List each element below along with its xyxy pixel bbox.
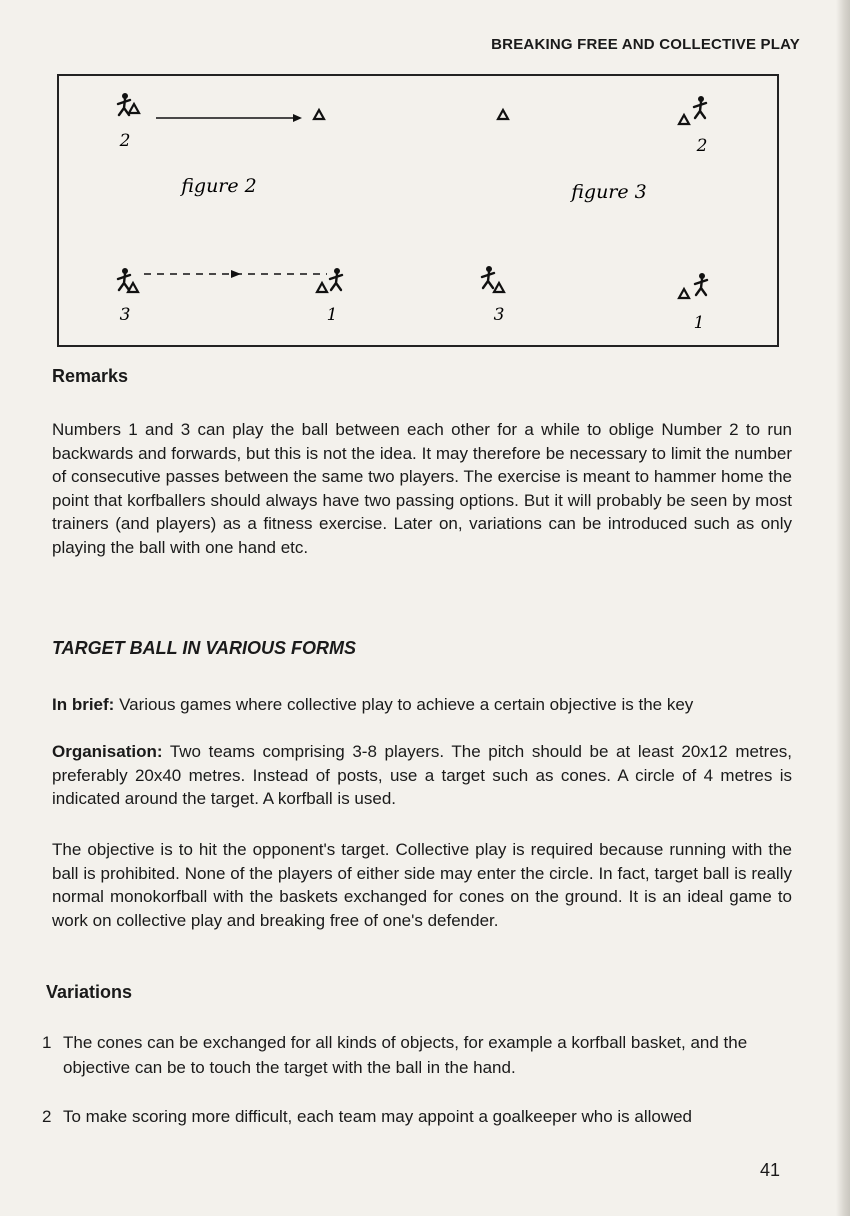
- fig3-label-1: 1: [693, 313, 705, 333]
- fig2-caption: figure 2: [181, 175, 257, 197]
- remarks-paragraph: Numbers 1 and 3 can play the ball between each other for a while to oblige Number 2 to run backwards and forwards, but this is not the idea. It may therefore be necessary to limit the number of consecutive passes between the same two players. The exercise is meant to hammer home the point that korfballers should always have two passing options. But it will probably be seen by most trainers (and players) as a fitness exercise. Later on, variations can be introduced such as only playing the ball with one hand etc.: [52, 420, 792, 557]
- fig2-player-2: [118, 93, 139, 115]
- fig2-label-1: 1: [326, 305, 338, 325]
- fig2-label-3: 3: [119, 305, 131, 325]
- fig3-player-3: [482, 266, 504, 292]
- figure-panel: [57, 74, 779, 347]
- fig2-player-1: [317, 268, 342, 292]
- fig2-player-3: [118, 268, 138, 292]
- fig2-target-cone: [314, 110, 324, 119]
- fig3-player-2: [679, 96, 706, 124]
- fig2-pass-arrowhead: [231, 270, 241, 278]
- fig2-label-2: 2: [119, 131, 131, 151]
- fig2-run-arrowhead: [293, 114, 302, 122]
- figure-diagram: [59, 76, 777, 345]
- running-head: BREAKING FREE AND COLLECTIVE PLAY: [491, 36, 800, 53]
- variations-heading: Variations: [46, 982, 133, 1002]
- objective-paragraph: The objective is to hit the opponent's target. Collective play is required because running with the ball is prohibited. None of the players of either side may enter the circle. In fact, target ball is really normal monokorfball with the baskets exchanged for cones on the ground. It is an ideal game to work on collective play and breaking free of one's defender.: [52, 840, 792, 930]
- in-brief-label: In brief:: [52, 695, 115, 714]
- remarks-body: [52, 418, 792, 559]
- fig3-label-3: 3: [493, 305, 505, 325]
- organisation: [52, 740, 792, 811]
- remarks-heading: Remarks: [52, 366, 129, 386]
- variation-number: 1: [42, 1033, 52, 1052]
- fig3-cone: [498, 110, 508, 119]
- fig3-caption: figure 3: [571, 181, 647, 203]
- page-number: 41: [759, 1160, 780, 1180]
- variation-text: The cones can be exchanged for all kinds of objects, for example a korfball basket, and the objective can be to touch the target with the ball in the hand.: [63, 1033, 748, 1077]
- objective: [52, 838, 792, 932]
- fig3-player-1: [679, 273, 707, 298]
- variation-item: [42, 1030, 792, 1080]
- section-title: TARGET BALL IN VARIOUS FORMS: [52, 638, 356, 658]
- variation-item: [42, 1104, 792, 1129]
- variation-text: To make scoring more difficult, each team may appoint a goalkeeper who is allowed: [63, 1107, 693, 1126]
- organisation-text: Two teams comprising 3-8 players. The pitch should be at least 20x12 metres, preferably 20x40 metres. Instead of posts, use a target such as cones. A circle of 4 metres is indicated around the target. A korfball is used.: [52, 742, 792, 808]
- in-brief: [52, 693, 792, 717]
- in-brief-text: Various games where collective play to achieve a certain objective is the key: [119, 695, 694, 714]
- organisation-label: Organisation:: [52, 742, 163, 761]
- variation-number: 2: [42, 1107, 52, 1126]
- book-spine-shadow: [836, 0, 850, 1216]
- fig3-label-2: 2: [696, 136, 708, 156]
